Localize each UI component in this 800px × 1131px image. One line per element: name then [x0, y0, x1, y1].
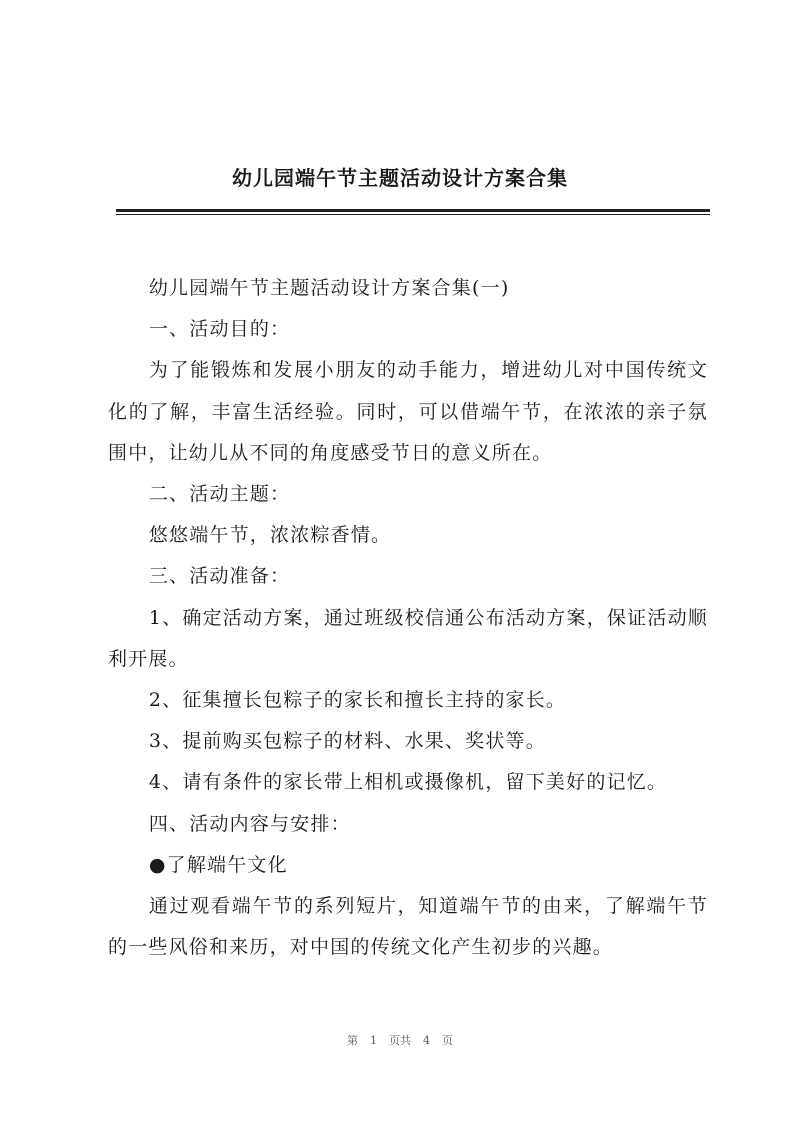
list-item: 4、请有条件的家长带上相机或摄像机，留下美好的记忆。 — [148, 771, 668, 794]
paragraph: 悠悠端午节，浓浓粽香情。 — [148, 524, 392, 547]
title-divider — [116, 209, 710, 212]
paragraph: 为了能锻炼和发展小朋友的动手能力，增进幼儿对中国传统文化的了解，丰富生活经验。同时，可以借端午节，在浓浓的亲子氛围中，让幼儿从不同的角度感受节日的意义所在。 — [108, 359, 708, 464]
total-pages: 4 — [423, 1034, 430, 1047]
list-item: 1、确定活动方案，通过班级校信通公布活动方案，保证活动顺利开展。 — [108, 606, 708, 670]
page-footer — [0, 1032, 800, 1048]
page-number: 1 — [370, 1034, 377, 1047]
subheading: 三、活动准备： — [148, 565, 291, 588]
footer-suffix: 页 — [442, 1034, 453, 1047]
footer-middle: 页共 — [389, 1034, 411, 1047]
paragraph: 通过观看端午节的系列短片，知道端午节的由来，了解端午节的一些风俗和来历，对中国的传统文化产生初步的兴趣。 — [108, 895, 708, 959]
subheading: 二、活动主题： — [148, 483, 291, 506]
section-heading: 幼儿园端午节主题活动设计方案合集(一) — [148, 277, 510, 299]
footer-prefix: 第 — [347, 1034, 358, 1047]
bullet-item: ●了解端午文化 — [148, 853, 288, 876]
list-item: 2、征集擅长包粽子的家长和擅长主持的家长。 — [148, 689, 567, 712]
list-item: 3、提前购买包粽子的材料、水果、奖状等。 — [148, 730, 546, 753]
document-title: 幼儿园端午节主题活动设计方案合集 — [232, 166, 568, 190]
document-body — [108, 268, 708, 968]
subheading: 四、活动内容与安排： — [148, 812, 351, 835]
subheading: 一、活动目的： — [148, 318, 291, 341]
